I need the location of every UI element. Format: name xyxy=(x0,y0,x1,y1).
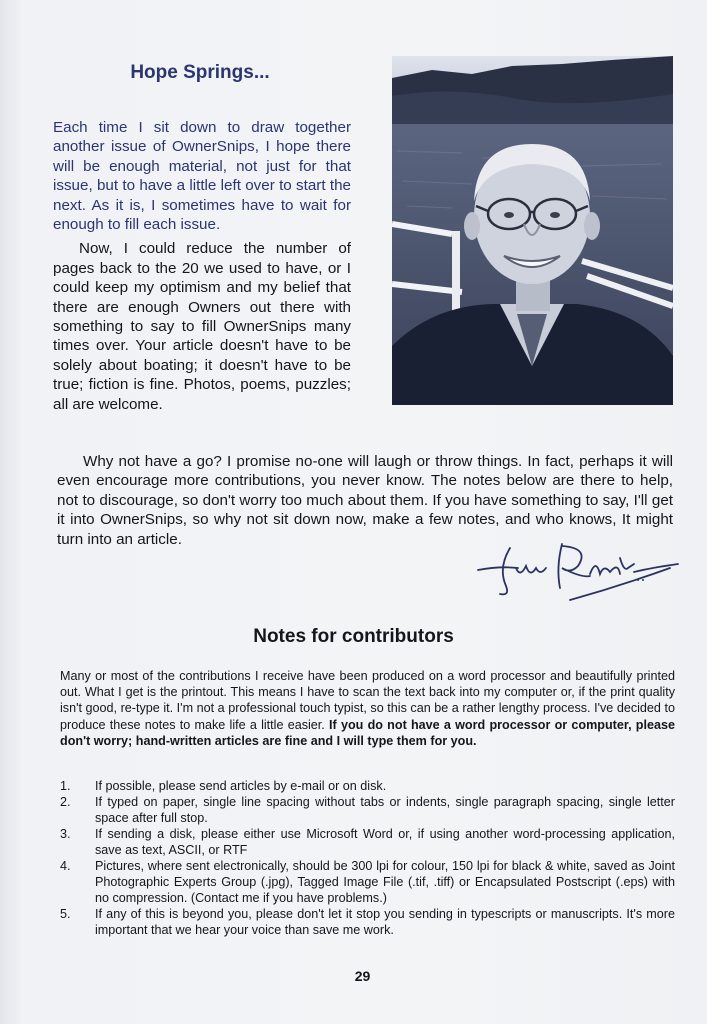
notes-list xyxy=(60,778,675,938)
notes-intro-bold: If you do not have a word processor or computer, please don't worry; hand-written articles are fine and I will type them for you. xyxy=(60,717,675,748)
portrait-photo xyxy=(392,56,673,405)
list-item-number: 1. xyxy=(60,779,71,793)
list-item xyxy=(60,794,675,826)
paragraph-3: Why not have a go? I promise no-one will laugh or throw things. In fact, perhaps it will even encourage more contributions, you never know. The notes below are there to help, not to discourage, so don't worry too much about them. If you have something to say, I'll get it into OwnerSnips, so why not sit down now, make a few notes, and who knows, It might turn into an article. xyxy=(57,453,673,548)
list-item-text: If any of this is beyond you, please don't let it stop you sending in typescripts or manuscripts. It's more important that we hear your voice than save me work. xyxy=(95,907,675,937)
list-item-number: 5. xyxy=(60,907,71,921)
list-item-number: 3. xyxy=(60,827,71,841)
notes-intro-text: Many or most of the contributions I receive have been produced on a word processor and beautifully printed out. What I get is the printout. This means I have to scan the text back into my computer or, if the print quality isn't good, re-type it. I'm not a professional touch typist, so this can be a rather lengthy process. I've decided to produce these notes to make life a little easier. xyxy=(60,669,675,732)
paragraph-1: Each time I sit down to draw together another issue of OwnerSnips, I hope there will be enough material, not just for that issue, but to have a little left over to start the next. As it is, I sometimes have to wait for enough to fill each issue. xyxy=(53,119,351,234)
list-item-text: If sending a disk, please either use Microsoft Word or, if using another word-processing application, save as text, ASCII, or RTF xyxy=(95,827,675,857)
notes-intro xyxy=(60,668,675,749)
list-item-text: If typed on paper, single line spacing without tabs or indents, single paragraph spacing, single letter space after full stop. xyxy=(95,795,675,825)
list-item xyxy=(60,778,675,794)
list-item-text: Pictures, where sent electronically, should be 300 lpi for colour, 150 lpi for black & white, saved as Joint Photographic Experts Group (.jpg), Tagged Image File (.tif, .tiff) or Encapsulated Postscript (.eps) with no compression. (Contact me if you have problems.) xyxy=(95,859,675,905)
list-item-text: If possible, please send articles by e-mail or on disk. xyxy=(95,779,387,793)
list-item-number: 4. xyxy=(60,859,71,873)
page-number: 29 xyxy=(354,968,371,984)
left-column xyxy=(53,118,351,419)
list-item xyxy=(60,826,675,858)
list-item-number: 2. xyxy=(60,795,71,809)
handwritten-signature xyxy=(470,538,680,608)
list-item xyxy=(60,858,675,906)
notes-title: Notes for contributors xyxy=(253,626,454,647)
paragraph-2: Now, I could reduce the number of pages back to the 20 we used to have, or I could keep my optimism and my belief that there are enough Owners out there with something to say to fill OwnerSnips many times over. Your article doesn't have to be solely about boating; it doesn't have to be true; fiction is fine. Photos, poems, puzzles; all are welcome. xyxy=(53,240,351,413)
article-title: Hope Springs... xyxy=(130,62,270,83)
list-item xyxy=(60,906,675,938)
